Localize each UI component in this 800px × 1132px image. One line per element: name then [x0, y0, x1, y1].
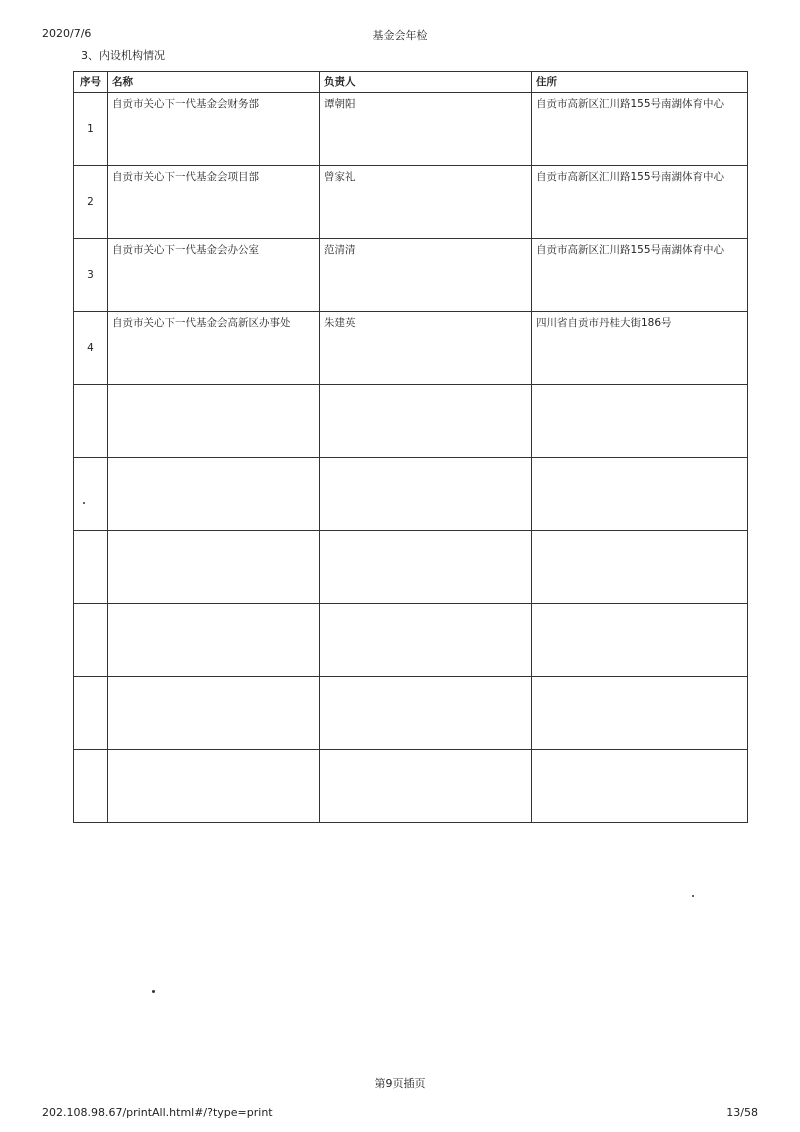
scan-speck [692, 895, 694, 897]
cell-name: 自贡市关心下一代基金会财务部 [108, 93, 320, 166]
cell-address [532, 604, 748, 677]
cell-no: 4 [74, 312, 108, 385]
print-url: 202.108.98.67/printAll.html#/?type=print [42, 1106, 273, 1119]
cell-person: 范清清 [320, 239, 532, 312]
cell-no [74, 677, 108, 750]
table-row [74, 750, 748, 823]
cell-person: 谭朝阳 [320, 93, 532, 166]
section-title: 3、内设机构情况 [81, 49, 165, 62]
table-row [74, 166, 748, 239]
table-header-row [74, 72, 748, 93]
cell-person [320, 458, 532, 531]
table-row [74, 604, 748, 677]
cell-name [108, 531, 320, 604]
cell-name [108, 750, 320, 823]
cell-person: 曾家礼 [320, 166, 532, 239]
cell-no [74, 385, 108, 458]
cell-no [74, 604, 108, 677]
table-row [74, 677, 748, 750]
cell-name: 自贡市关心下一代基金会办公室 [108, 239, 320, 312]
cell-no [74, 458, 108, 531]
cell-address: 自贡市高新区汇川路155号南湖体育中心 [532, 166, 748, 239]
cell-address [532, 385, 748, 458]
cell-address: 四川省自贡市丹桂大街186号 [532, 312, 748, 385]
cell-address [532, 677, 748, 750]
print-date: 2020/7/6 [42, 27, 92, 40]
table-row [74, 312, 748, 385]
cell-no: 1 [74, 93, 108, 166]
cell-name [108, 458, 320, 531]
cell-no: 2 [74, 166, 108, 239]
cell-address [532, 531, 748, 604]
header-name: 名称 [108, 72, 320, 93]
cell-no [74, 750, 108, 823]
cell-person [320, 385, 532, 458]
cell-name [108, 604, 320, 677]
cell-no: 3 [74, 239, 108, 312]
table-row [74, 458, 748, 531]
cell-address [532, 750, 748, 823]
cell-person: 朱建英 [320, 312, 532, 385]
cell-name [108, 677, 320, 750]
header-person: 负责人 [320, 72, 532, 93]
cell-no [74, 531, 108, 604]
table-row [74, 385, 748, 458]
scan-speck [83, 502, 85, 504]
cell-address [532, 458, 748, 531]
table-row [74, 531, 748, 604]
table-row [74, 239, 748, 312]
cell-person [320, 750, 532, 823]
cell-name [108, 385, 320, 458]
cell-person [320, 677, 532, 750]
cell-person [320, 604, 532, 677]
cell-person [320, 531, 532, 604]
page-count: 13/58 [726, 1106, 758, 1119]
cell-address: 自贡市高新区汇川路155号南湖体育中心 [532, 239, 748, 312]
page-title: 基金会年检 [372, 29, 428, 42]
cell-name: 自贡市关心下一代基金会高新区办事处 [108, 312, 320, 385]
cell-address: 自贡市高新区汇川路155号南湖体育中心 [532, 93, 748, 166]
header-address: 住所 [532, 72, 748, 93]
cell-name: 自贡市关心下一代基金会项目部 [108, 166, 320, 239]
header-no: 序号 [74, 72, 108, 93]
scan-speck [152, 990, 155, 993]
table-row [74, 93, 748, 166]
internal-organizations-table [73, 71, 748, 823]
page-label: 第9页插页 [374, 1077, 426, 1090]
